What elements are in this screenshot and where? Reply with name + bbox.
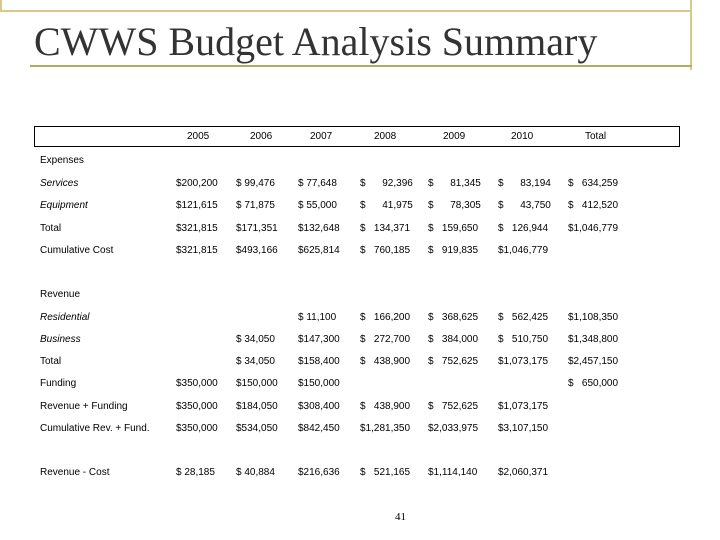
page-number: 41: [395, 511, 406, 523]
decor-rule: [0, 10, 690, 12]
table-cell: $534,050: [236, 423, 278, 434]
title-underline: [30, 65, 692, 67]
row-label: Revenue + Funding: [40, 401, 128, 412]
column-header: 2009: [443, 131, 466, 142]
row-label: Total: [40, 356, 62, 367]
table-cell: $ 412,520: [568, 200, 619, 211]
table-cell: $2,060,371: [498, 467, 549, 478]
row-label: Funding: [40, 378, 77, 389]
section-label-expenses: Expenses: [40, 155, 84, 166]
table-cell: $ 438,900: [360, 401, 411, 412]
table-cell: $ 368,625: [428, 312, 479, 323]
table-cell: $ 99,476: [236, 178, 275, 189]
row-label: Cumulative Cost: [40, 245, 114, 256]
column-header: 2008: [374, 131, 397, 142]
table-cell: $ 134,371: [360, 223, 411, 234]
table-cell: $ 83,194: [498, 178, 551, 189]
table-cell: $321,815: [176, 245, 218, 256]
column-header: 2007: [310, 131, 333, 142]
slide-title: CWWS Budget Analysis Summary: [34, 19, 598, 64]
table-cell: $171,351: [236, 223, 278, 234]
table-cell: $321,815: [176, 223, 218, 234]
decor-rule: [690, 0, 692, 70]
table-cell: $1,046,779: [498, 245, 549, 256]
table-cell: $1,046,779: [568, 223, 619, 234]
table-cell: $121,615: [176, 200, 218, 211]
table-cell: $ 272,700: [360, 334, 411, 345]
table-cell: $ 71,875: [236, 200, 275, 211]
table-cell: $ 43,750: [498, 200, 551, 211]
table-cell: $ 562,425: [498, 312, 549, 323]
row-label: Cumulative Rev. + Fund.: [40, 423, 150, 434]
column-header: 2005: [187, 131, 210, 142]
table-cell: $350,000: [176, 423, 218, 434]
table-cell: $1,073,175: [498, 401, 549, 412]
table-cell: $147,300: [298, 334, 340, 345]
table-cell: $842,450: [298, 423, 340, 434]
row-label: Services: [40, 178, 79, 189]
table-cell: $ 760,185: [360, 245, 411, 256]
row-label: Total: [40, 223, 62, 234]
table-cell: $ 752,625: [428, 356, 479, 367]
table-cell: $625,814: [298, 245, 340, 256]
table-cell: $ 41,975: [360, 200, 413, 211]
column-header: 2010: [511, 131, 534, 142]
table-cell: $1,348,800: [568, 334, 619, 345]
table-cell: $ 40,884: [236, 467, 275, 478]
table-cell: $ 521,165: [360, 467, 411, 478]
column-header: 2006: [250, 131, 273, 142]
table-cell: $ 634,259: [568, 178, 619, 189]
table-cell: $ 159,650: [428, 223, 479, 234]
table-cell: $200,200: [176, 178, 218, 189]
table-cell: $308,400: [298, 401, 340, 412]
table-cell: $493,166: [236, 245, 278, 256]
section-label-revenue: Revenue: [40, 289, 81, 300]
table-cell: $158,400: [298, 356, 340, 367]
row-label: Equipment: [40, 200, 88, 211]
table-header-box: [34, 126, 680, 147]
table-cell: $150,000: [298, 378, 340, 389]
table-cell: $ 919,835: [428, 245, 479, 256]
table-cell: $ 126,944: [498, 223, 549, 234]
table-cell: $184,050: [236, 401, 278, 412]
table-cell: $1,114,140: [428, 467, 478, 478]
table-cell: $350,000: [176, 401, 218, 412]
table-cell: $ 34,050: [236, 356, 275, 367]
table-cell: $ 384,000: [428, 334, 479, 345]
table-cell: $ 11,100: [298, 312, 337, 323]
table-cell: $ 81,345: [428, 178, 481, 189]
table-cell: $ 438,900: [360, 356, 411, 367]
table-cell: $ 92,396: [360, 178, 413, 189]
table-cell: $ 34,050: [236, 334, 275, 345]
table-cell: $1,281,350: [360, 423, 411, 434]
table-cell: $3,107,150: [498, 423, 549, 434]
column-header: Total: [585, 131, 607, 142]
table-cell: $ 166,200: [360, 312, 411, 323]
table-cell: $ 510,750: [498, 334, 549, 345]
row-label: Business: [40, 334, 81, 345]
table-cell: $1,108,350: [568, 312, 619, 323]
table-cell: $350,000: [176, 378, 218, 389]
row-label: Revenue - Cost: [40, 467, 110, 478]
table-cell: $216,636: [298, 467, 340, 478]
table-cell: $ 28,185: [176, 467, 215, 478]
table-cell: $ 752,625: [428, 401, 479, 412]
table-cell: $2,457,150: [568, 356, 619, 367]
table-cell: $ 55,000: [298, 200, 337, 211]
table-cell: $150,000: [236, 378, 278, 389]
row-label: Residential: [40, 312, 90, 323]
table-cell: $132,648: [298, 223, 340, 234]
table-cell: $ 77,648: [298, 178, 337, 189]
table-cell: $1,073,175: [498, 356, 549, 367]
table-cell: $ 78,305: [428, 200, 481, 211]
table-cell: $2,033,975: [428, 423, 479, 434]
table-cell: $ 650,000: [568, 378, 619, 389]
